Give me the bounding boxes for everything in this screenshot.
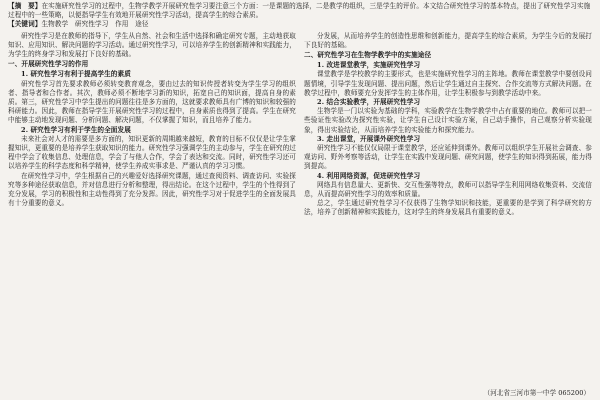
- body-paragraph: 课堂教学是学校教学的主要形式，也是实施研究性学习的主阵地。教师在课堂教学中要创设问题情境，引导学生发现问题、提出问题，然后让学生通过自主探究、合作交流等方式解决问题。在教学过程中，教师要充分发挥学生的主体作用，让学生积极参与到教学活动中来。: [304, 70, 592, 97]
- abstract-text: 在实施研究性学习的过程中，生物学教学开展研究性学习要注意三个方面：一是课题的选择，二是教学的组织，三是学生的评价。本文结合研究性学习的基本特点，提出了研究性学习实施过程中的一些策略，以便指导学生有效地开展研究性学习活动，提高学生的综合素质。: [8, 2, 591, 20]
- section-heading: 二、研究性学习在生物学教学中的实施途径: [304, 51, 432, 60]
- body-paragraph: 网络具有信息量大、更新快、交互性强等特点，教师可以指导学生利用网络收集资料、交流信息，从而提高研究性学习的效率和质量。: [304, 180, 592, 199]
- body-paragraph: 生物学是一门以实验为基础的学科，实验教学在生物学教学中占有重要的地位。教师可以把一些验证性实验改为探究性实验，让学生自己设计实验方案，自己动手操作，自己观察分析实验现象，得出实验结论，从而培养学生的实验能力和探究能力。: [304, 107, 592, 134]
- body-paragraph: 分发展，从而培养学生的创造性思维和创新能力，提高学生的综合素质，为学生今后的发展打下良好的基础。: [304, 31, 592, 49]
- subsection-heading: 3. 走出课堂，开展课外研究性学习: [317, 134, 421, 143]
- body-paragraph: 总之，学生通过研究性学习不仅获得了生物学知识和技能，更重要的是学到了科学研究的方法，培养了创新精神和实践能力，这对学生的终身发展具有重要的意义。: [304, 199, 592, 217]
- subsection-heading: 1. 研究性学习有利于提高学生的素质: [21, 70, 131, 79]
- subsection-heading: 2. 研究性学习有利于学生的全面发展: [21, 125, 131, 134]
- keywords-text: 生物教学 研究性学习 作用 途径: [41, 20, 149, 29]
- body-paragraph: 研究性学习是在教师的指导下，学生从自然、社会和生活中选择和确定研究专题，主动地获取知识、应用知识、解决问题的学习活动。通过研究性学习，可以培养学生的创新精神和实践能力，为学生的终身学习和发展打下良好的基础。: [8, 31, 296, 59]
- abstract-tag: 【摘 要】: [8, 2, 42, 10]
- body-paragraph: 研究性学习首先要求教师必须转变教育观念，要由过去的知识传授者转变为学生学习的组织者、指导者和合作者。其次，教师必须不断地学习新的知识，拓宽自己的知识面，提高自身的素质。第三，研究性学习中学生提出的问题往往是多方面的，这就要求教师具有广博的知识和较强的科研能力。因此，教师在指导学生开展研究性学习的过程中，自身素质也得到了提高。学生在研究中能够主动地发现问题、分析问题、解决问题，不仅掌握了知识，而且培养了能力。: [8, 79, 296, 125]
- subsection-heading: 4. 利用网络资源，促进研究性学习: [317, 171, 421, 180]
- body-columns: [8, 32, 592, 218]
- body-paragraph: 研究性学习不能仅仅局限于课堂教学，还应延伸到课外。教师可以组织学生开展社会调查、参观访问、野外考察等活动，让学生在实践中发现问题、研究问题，使学生的知识得到拓展，能力得到提高。: [304, 144, 592, 171]
- body-paragraph: 未来社会对人才的需要是多方面的，知识更新的周期越来越短，教育的目标不仅仅是让学生掌握知识，更重要的是培养学生获取知识的能力。研究性学习强调学生的主动参与，学生在研究的过程中学会了收集信息、处理信息，学会了与他人合作，学会了表达和交流。同时，研究性学习还可以培养学生的科学态度和科学精神，使学生养成实事求是、严谨认真的学习习惯。: [8, 134, 296, 171]
- subsection-heading: 2. 结合实验教学，开展研究性学习: [317, 98, 421, 107]
- subsection-heading: 1. 改进课堂教学，实施研究性学习: [317, 61, 421, 70]
- right-column: [304, 32, 592, 218]
- author-affiliation: （河北省三河市第一中学 065200）: [483, 389, 590, 397]
- left-column: [8, 32, 296, 218]
- section-heading: 一、开展研究性学习的作用: [8, 60, 89, 69]
- body-paragraph: 在研究性学习中，学生根据自己的兴趣爱好选择研究课题，通过查阅资料、调查访问、实验探究等多种途径获取信息，并对信息进行分析和整理，得出结论。在这个过程中，学生的个性得到了充分发展，学习的积极性和主动性得到了充分发挥。因此，研究性学习对于促进学生的全面发展具有十分重要的意义。: [8, 171, 296, 208]
- abstract-block: [8, 2, 592, 30]
- keywords-tag: 【关键词】: [8, 20, 42, 29]
